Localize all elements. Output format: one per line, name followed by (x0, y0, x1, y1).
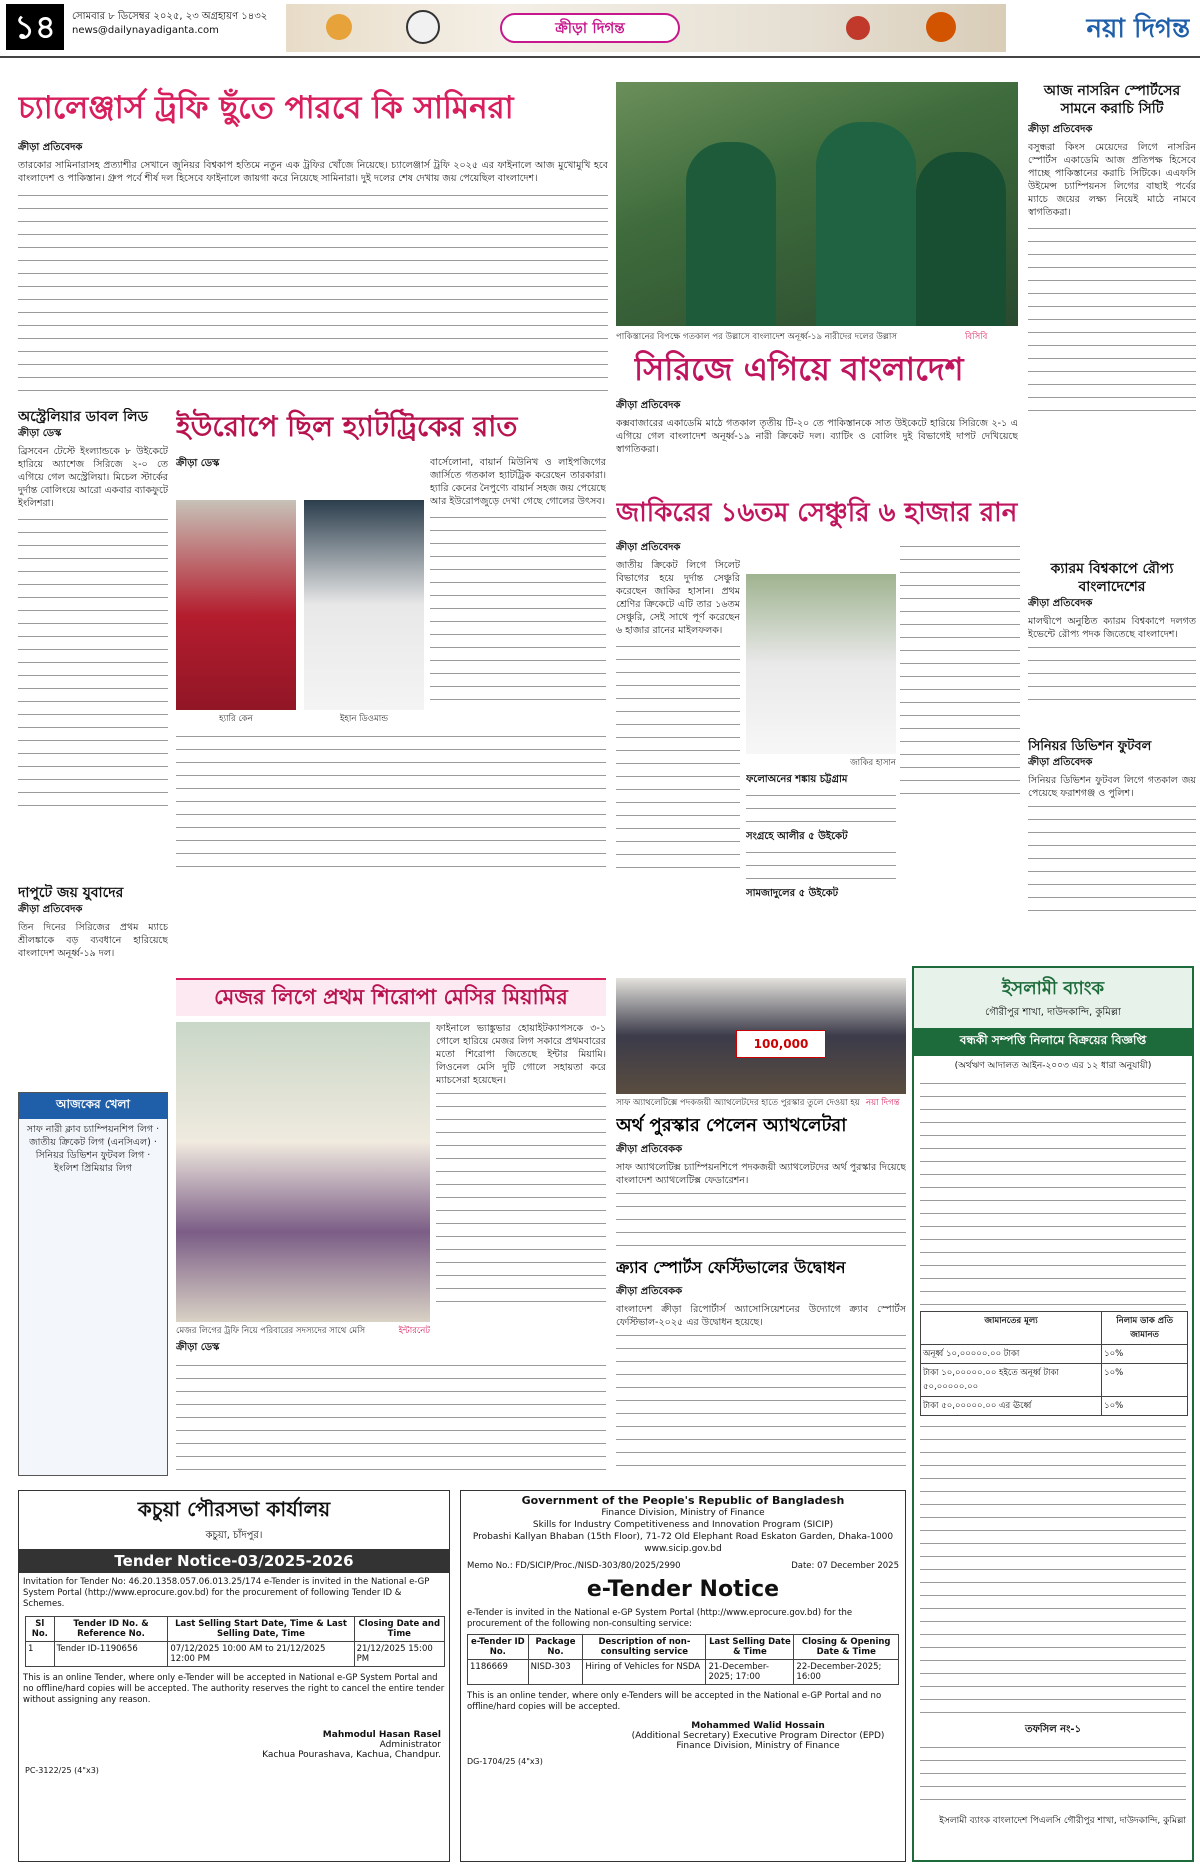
sicip-c4: Last Selling Date & Time (706, 1635, 794, 1660)
sicip-v5: 22-December-2025; 16:00 (794, 1660, 899, 1685)
award-photo (616, 978, 906, 1094)
ibbl-notice (912, 966, 1194, 1862)
ibbl-r3a: টাকা ৫০,০০০০০.০০ এর ঊর্ধ্বে (921, 1397, 1102, 1416)
kachua-code: PC-3122/25 (4"x3) (25, 1766, 99, 1775)
dapute-story (18, 884, 168, 1004)
sicip-c5: Closing & Opening Date & Time (794, 1635, 899, 1660)
sicip-v1: 1186669 (468, 1660, 529, 1685)
side-story (1028, 82, 1196, 432)
date-line (72, 10, 282, 38)
crab-byline: ক্রীড়া প্রতিবেকক (616, 1286, 683, 1297)
sicip-c1: e-Tender ID No. (468, 1635, 529, 1660)
award-credit: নয়া দিগন্ত (866, 1098, 900, 1108)
crab-headline: ক্র্যাব স্পোর্টস ফেস্টিভালের উদ্বোধন (616, 1258, 846, 1277)
lead-photo (616, 82, 1018, 326)
australia-text-continued (18, 513, 168, 813)
sicip-c2: Package No. (528, 1635, 583, 1660)
messi-photo (176, 1022, 430, 1322)
page-number: ১৪ (6, 4, 64, 50)
award-body (616, 1142, 906, 1252)
carrom-text: মালদ্বীপে অনুষ্ঠিত ক্যারম বিশ্বকাপে দলগত ইভেন্টে রৌপ্য পদক জিতেছে বাংলাদেশ। (1028, 616, 1196, 640)
europe-text: বার্সেলোনা, বায়ার্ন মিউনিখ ও লাইপজিগের জার্সিতে গতকাল হ্যাটট্রিক করেছেন তারকারা। হ্যারি কেনের নৈপুণ্যে বায়ার্ন সহজ জয় পেয়েছে আর ইউরোপজুড়ে দেখা গেছে গোলের উৎসব। (430, 457, 606, 507)
sicip-memo: Memo No.: FD/SICIP/Proc./NISD-303/80/2025/2990 (467, 1561, 681, 1571)
australia-headline: অস্ট্রেলিয়ার ডাবল লিড (18, 409, 148, 425)
europe-text-continued (430, 511, 606, 701)
sicip-c3: Description of non-consulting service (583, 1635, 706, 1660)
sicip-date: Date: 07 December 2025 (791, 1561, 899, 1571)
today-box (18, 1092, 168, 1476)
side-text: বসুন্ধরা কিংস মেয়েদের লিগে নাসরিন স্পোর্টস একাডেমি আজ প্রতিপক্ষ হিসেবে পাচ্ছে পাকিস্তানের করাচি সিটিকে। এএফসি উইমেন্স চ্যাম্পিয়নস লিগের বাছাই পর্বের ম্যাচে জয়ের লক্ষ্য নিয়েই মাঠে নামবে স্বাগতিকরা। (1028, 142, 1196, 218)
europe-text-lower (176, 730, 606, 870)
kachua-role: Administrator (379, 1740, 441, 1750)
sicip-web[interactable]: www.sicip.gov.bd (644, 1544, 722, 1554)
crab-text: বাংলাদেশ ক্রীড়া রিপোর্টার্স অ্যাসোসিয়েশনের উদ্যোগে ক্র্যাব স্পোর্টস ফেস্টিভাল-২০২৫ এর উদ্বোধন হয়েছে। (616, 1304, 906, 1328)
sicip-v3: Hiring of Vehicles for NSDA (583, 1660, 706, 1685)
ibbl-logo: ইসলামী ব্যাংক (1001, 978, 1105, 999)
kachua-office: কচুয়া পৌরসভা কার্যালয় (137, 1497, 331, 1521)
senior-byline: ক্রীড়া প্রতিবেদক (1028, 757, 1093, 768)
messi-text-continued (436, 1087, 606, 1307)
kachua-r4: 21/12/2025 15:00 PM (354, 1642, 444, 1667)
dapute-byline: ক্রীড়া প্রতিবেদক (18, 904, 83, 915)
ibbl-signature: ইসলামী ব্যাংক বাংলাদেশ পিএলসি গৌরীপুর শাখা, দাউদকান্দি, কুমিল্লা (939, 1816, 1186, 1826)
ibbl-r2b: ১০% (1102, 1364, 1188, 1397)
ibbl-r1a: অনূর্ধ্ব ১০,০০০০০.০০ টাকা (921, 1345, 1102, 1364)
carrom-headline: ক্যারম বিশ্বকাপে রৌপ্য বাংলাদেশের (1050, 561, 1174, 595)
lead-text: তারকোর সামিনারাসহ প্রত্যাশীর সেখানে জুনিয়র বিশ্বকাপ হতিমে নতুন এক ট্রফির খোঁজে নিয়েছে। চ্যালেঞ্জার্স ট্রফি ২০২৫ এর ফাইনালে আজ মুখোমুখি হবে বাংলাদেশ ও পাকিস্তান। গ্রুপ পর্বে শীর্ষ দল হিসেবে ফাইনালে জায়গা করে নিয়েছে সামিনারা। দুই দলের শেষ দেখায় জয় পেয়েছিল বাংলাদেশ। (18, 160, 608, 184)
messi-text: ফাইনালে ভ্যাঙ্কুভার হোয়াইটক্যাপসকে ৩-১ গোলে হারিয়ে মেজর লিগ সকারে প্রথমবারের মতো শিরোপা জিতেছে ইন্টার মিয়ামি। লিওনেল মেসি দুটি গোলে সহায়তা করে ম্যাচসেরা হয়েছেন। (436, 1023, 606, 1086)
kachua-signer: Mahmodul Hasan Rasel (322, 1730, 441, 1740)
ibbl-subtitle: (অর্থঋণ আদালত আইন-২০০৩ এর ১২ ধারা অনুযায়ী) (954, 1061, 1152, 1071)
lead-caption: পাকিস্তানের বিপক্ষে গতকাল পর উল্লাসে বাংলাদেশ অনূর্ধ্ব-১৯ নারীদের দলের উল্লাস (616, 332, 897, 342)
sicip-intro: e-Tender is invited in the National e-GP System Portal (http://www.eprocure.gov.bd) for the procurement of the following non-consulting service: (467, 1608, 853, 1629)
side-byline: ক্রীড়া প্রতিবেদক (1028, 124, 1093, 135)
carrom-byline: ক্রীড়া প্রতিবেদক (1028, 598, 1093, 609)
zakir-caption: জাকির হাসান (850, 758, 896, 768)
kachua-h2: Tender ID No. & Reference No. (54, 1617, 168, 1642)
side-headline: আজ নাসরিন স্পোর্টসের সামনে করাচি সিটি (1043, 83, 1181, 117)
zakir-text-continued (616, 640, 740, 880)
senior-story (1028, 738, 1196, 958)
kachua-note: This is an online Tender, where only e-Tender will be accepted in National e-GP System Portal and no offline/hard copies will be accepted. The authority reserves the right to cancel the entire tender without assigning any reason. (23, 1673, 445, 1705)
ibbl-r3b: ১০% (1102, 1397, 1188, 1416)
award-text-continued (616, 1187, 906, 1247)
senior-headline: সিনিয়র ডিভিশন ফুটবল (1028, 739, 1152, 754)
messi-headline: মেজর লিগে প্রথম শিরোপা মেসির মিয়ামির (214, 985, 568, 1009)
sicip-note: This is an online tender, where only e-Tenders will be accepted in the National e-GP Portal and no offline/hard copies will be accepted. (467, 1691, 882, 1712)
europe-body (430, 456, 606, 736)
email-text[interactable]: news@dailynayadiganta.com (72, 25, 219, 36)
messi-headline-box (176, 978, 606, 1016)
award-headline: অর্থ পুরস্কার পেলেন অ্যাথলেটরা (616, 1115, 847, 1136)
kachua-h3: Last Selling Start Date, Time & Last Selling Date, Time (168, 1617, 354, 1642)
messi-caption: মেজর লিগের ট্রফি নিয়ে পরিবারের সদস্যদের সাথে মেসি (176, 1326, 366, 1336)
lead-text-continued (18, 189, 608, 399)
europe-byline-box (176, 456, 316, 496)
kachua-intro: Invitation for Tender No: 46.20.1358.057.06.013.25/174 e-Tender is invited in the National e-GP System Portal (http://www.eprocure.gov.bd) for the procurement of following Tender ID & Schemes. (23, 1577, 430, 1609)
kachua-r2: Tender ID-1190656 (54, 1642, 168, 1667)
dapute-headline: দাপুটে জয় যুবাদের (18, 885, 124, 901)
ibbl-text-2 (920, 1420, 1186, 1720)
australia-byline: ক্রীড়া ডেস্ক (18, 428, 62, 439)
australia-story (18, 408, 168, 878)
today-text: সাফ নারী ক্লাব চ্যাম্পিয়নশিপ লিগ · জাতীয় ক্রিকেট লিগ (এনসিএল) · সিনিয়র ডিভিশন ফুটবল লিগ · ইংলিশ প্রিমিয়ার লিগ (26, 1124, 160, 1174)
kachua-h1: Sl No. (26, 1617, 55, 1642)
series-byline: ক্রীড়া প্রতিবেদক (616, 400, 681, 411)
ibbl-text-1 (920, 1077, 1186, 1307)
senior-text: সিনিয়র ডিভিশন ফুটবল লিগে গতকাল জয় পেয়েছে ফরাশগঞ্জ ও পুলিশ। (1028, 775, 1196, 799)
paper-logo: নয়া দিগন্ত (1086, 14, 1190, 44)
sicip-v4: 21-December-2025; 17:00 (706, 1660, 794, 1685)
sicip-v2: NISD-303 (528, 1660, 583, 1685)
lead-body (18, 140, 608, 400)
europe-byline: ক্রীড়া ডেস্ক (176, 458, 220, 469)
carrom-story (1028, 560, 1196, 730)
kachua-h4: Closing Date and Time (354, 1617, 444, 1642)
ibbl-branch: গৌরীপুর শাখা, দাউদকান্দি, কুমিল্লা (985, 1007, 1121, 1018)
ibbl-r1b: ১০% (1102, 1345, 1188, 1364)
diomande-caption: ইহান ডিওমান্ড (339, 714, 389, 724)
kane-photo (176, 500, 296, 710)
diomande-photo (304, 500, 424, 710)
crab-text-continued (616, 1329, 906, 1469)
kachua-title: Tender Notice-03/2025-2026 (19, 1549, 449, 1573)
messi-body (436, 1022, 606, 1342)
kachua-r3: 07/12/2025 10:00 AM to 21/12/2025 12:00 PM (168, 1642, 354, 1667)
senior-text-continued (1028, 800, 1196, 920)
ibbl-th2: নিলাম ডাক প্রতি জামানত (1102, 1312, 1188, 1345)
kachua-r1: 1 (26, 1642, 55, 1667)
kachua-place: কচুয়া, চাঁদপুর। (205, 1530, 263, 1541)
australia-text: ব্রিসবেন টেস্টে ইংল্যান্ডকে ৮ উইকেটে হারিয়ে অ্যাশেজ সিরিজে ২-০ তে এগিয়ে গেল অস্ট্রেলিয়া। মিচেল স্টার্কের দুর্দান্ত বোলিংয়ে আরো একবার ব্যাকফুটে ইংলিশরা। (18, 446, 168, 509)
kachua-notice (18, 1490, 450, 1862)
zakir-headline: জাকিরের ১৬তম সেঞ্চুরি ৬ হাজার রান (616, 498, 1018, 528)
messi-lower (176, 1340, 606, 1480)
zakir-photo (746, 574, 896, 754)
lead-byline: ক্রীড়া প্রতিবেদক (18, 142, 83, 153)
sicip-code: DG-1704/25 (4"x3) (467, 1757, 543, 1766)
kachua-table (25, 1616, 445, 1667)
zakir-sub2-text (746, 846, 896, 886)
sicip-signer: Mohammed Walid Hossain (691, 1721, 825, 1731)
sicip-addr: Probashi Kallyan Bhaban (15th Floor), 71-72 Old Elephant Road Eskaton Garden, Dhaka-1000 (472, 1532, 894, 1542)
zakir-right-col (900, 540, 1020, 940)
ibbl-r2a: টাকা ১০,০০০০০.০০ হইতে অনূর্ধ্ব টাকা ৫০,০০০০০.০০ (921, 1364, 1102, 1397)
crab-body (616, 1284, 906, 1474)
europe-headline: ইউরোপে ছিল হ্যাটট্রিকের রাত (176, 410, 518, 443)
date-text: সোমবার ৮ ডিসেম্বর ২০২৫, ২৩ অগ্রহায়ণ ১৪৩২ (72, 11, 268, 22)
sicip-table (467, 1634, 899, 1685)
series-text: কক্সবাজারের একাডেমি মাঠে গতকাল তৃতীয় টি-২০ তে পাকিস্তানকে সাত উইকেটে হারিয়ে সিরিজে ২-১ এ এগিয়ে গেল বাংলাদেশ অনূর্ধ্ব-১৯ নারী ক্রিকেট দল। ব্যাটিং ও বোলিং দুই বিভাগেই দাপট দেখিয়েছে স্বাগতিকরা। (616, 418, 1018, 455)
masthead (0, 0, 1200, 58)
award-byline: ক্রীড়া প্রতিবেকক (616, 1144, 683, 1155)
zakir-subsections (746, 772, 896, 942)
section-title: ক্রীড়া দিগন্ত (500, 13, 680, 43)
ibbl-table (920, 1311, 1188, 1416)
sicip-div: Finance Division, Ministry of Finance (601, 1508, 765, 1518)
ibbl-title: বন্ধকী সম্পত্তি নিলামে বিক্রয়ের বিজ্ঞপ্তি (914, 1028, 1192, 1056)
messi-lower-text (176, 1359, 606, 1479)
zakir-sub2: সংগ্রহে আলীর ৫ উইকেট (746, 831, 848, 842)
today-title: আজকের খেলা (19, 1093, 167, 1119)
sicip-role: (Additional Secretary) Executive Program Director (EPD) Finance Division, Ministry of Finance (631, 1731, 885, 1751)
messi-credit: ইন্টারনেট (398, 1326, 430, 1336)
side-text-continued (1028, 222, 1196, 422)
messi-byline: ক্রীড়া ডেস্ক (176, 1342, 220, 1353)
award-text: সাফ অ্যাথলেটিক্স চ্যাম্পিয়নশিপে পদকজয়ী অ্যাথলেটদের অর্থ পুরস্কার দিয়েছে বাংলাদেশ অ্যাথলেটিক্স ফেডারেশন। (616, 1162, 906, 1186)
series-headline: সিরিজে এগিয়ে বাংলাদেশ (634, 350, 964, 388)
kane-caption: হ্যারি কেন (219, 714, 253, 724)
zakir-sub3: সামজাদুলের ৫ উইকেট (746, 888, 839, 899)
lead-headline: চ্যালেঞ্জার্স ট্রফি ছুঁতে পারবে কি সামিনরা (18, 90, 514, 126)
zakir-sub1: ফলোঅনের শঙ্কায় চট্টগ্রাম (746, 774, 848, 785)
sicip-notice (460, 1490, 906, 1862)
zakir-sub1-text (746, 789, 896, 829)
zakir-text: জাতীয় ক্রিকেট লিগে সিলেট বিভাগের হয়ে দুর্দান্ত সেঞ্চুরি করেছেন জাকির হাসান। প্রথম শ্রেণির ক্রিকেটে এটি তার ১৬তম সেঞ্চুরি, সেই সাথে পূর্ণ করেছেন ৬ হাজার রানের মাইলফলক। (616, 560, 740, 636)
ibbl-text-3 (920, 1741, 1186, 1811)
sicip-gov: Government of the People's Republic of Bangladesh (521, 1494, 845, 1507)
carrom-text-continued (1028, 641, 1196, 711)
zakir-body (616, 540, 740, 940)
award-caption: সাফ অ্যাথলেটিক্সে পদকজয়ী অ্যাথলেটদের হাতে পুরস্কার তুলে দেওয়া হয় (616, 1098, 860, 1108)
dapute-text: তিন দিনের সিরিজের প্রথম ম্যাচে শ্রীলঙ্কাকে বড় ব্যবধানে হারিয়েছে বাংলাদেশ অনূর্ধ্ব-১৯ দল। (18, 922, 168, 959)
series-body (616, 398, 1018, 490)
sicip-title: e-Tender Notice (586, 1577, 780, 1602)
ibbl-schedule: তফসিল নং-১ (1024, 1724, 1082, 1735)
kachua-org: Kachua Pourashava, Kachua, Chandpur. (262, 1750, 441, 1760)
sicip-proj: Skills for Industry Competitiveness and Innovation Program (SICIP) (532, 1520, 834, 1530)
ibbl-th1: জামানতের মূল্য (921, 1312, 1102, 1345)
award-cheque: 100,000 (736, 1030, 826, 1058)
zakir-byline: ক্রীড়া প্রতিবেদক (616, 542, 681, 553)
zakir-right-text (900, 540, 1020, 800)
lead-credit: বিসিবি (965, 332, 988, 342)
